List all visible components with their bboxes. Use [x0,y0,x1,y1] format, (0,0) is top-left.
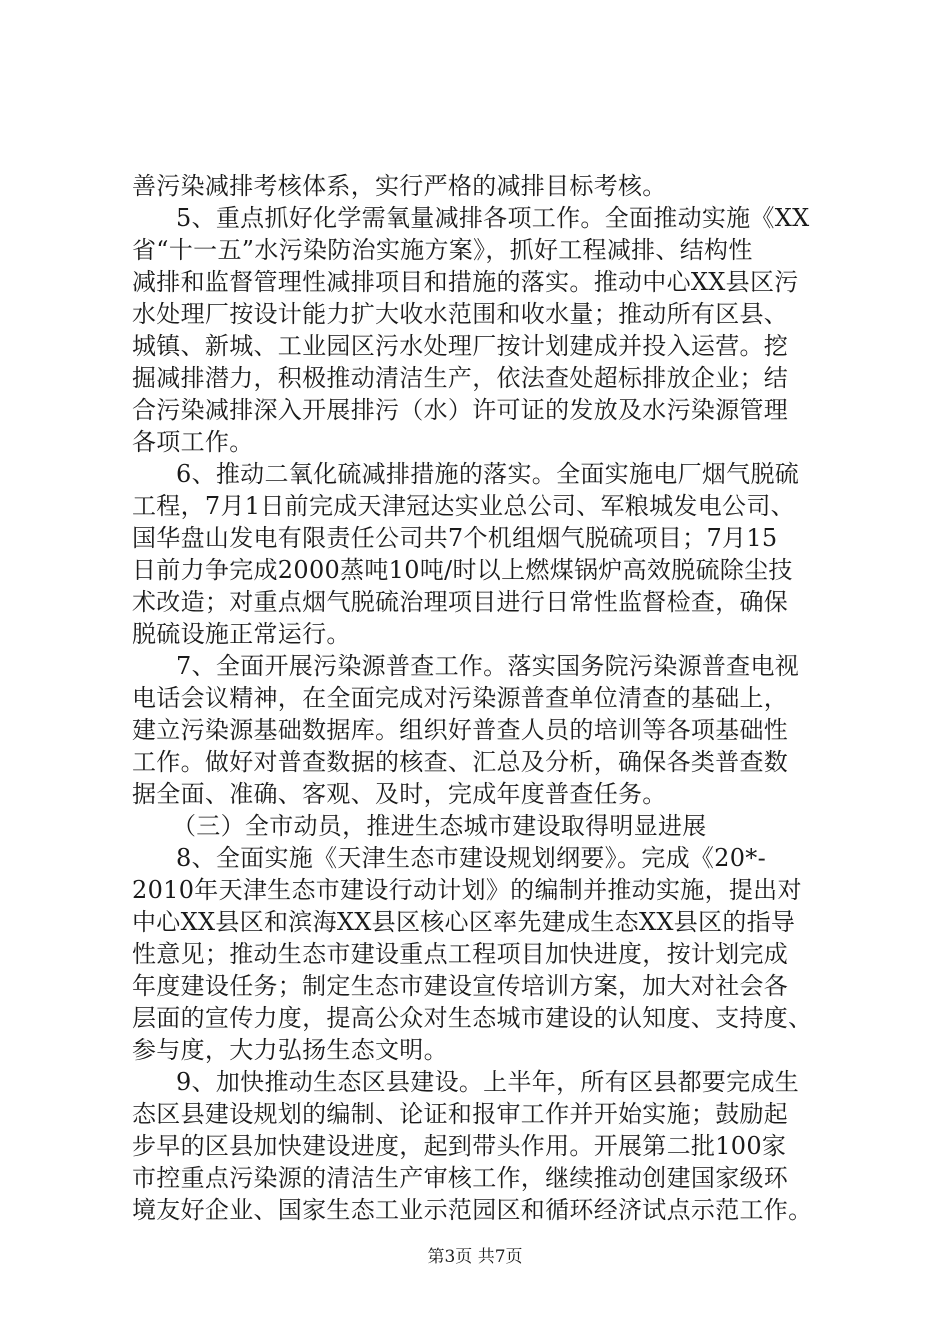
text-line: 各项工作。 [132,428,254,456]
text-line: 态区县建设规划的编制、论证和报审工作并开始实施；鼓励起 [132,1100,789,1128]
text-line: 参与度，大力弘扬生态文明。 [132,1036,448,1064]
text-line: 6、推动二氧化硫减排措施的落实。全面实施电厂烟气脱硫 [176,460,800,488]
text-line: 据全面、准确、客观、及时，完成年度普查任务。 [132,780,667,808]
text-line: 9、加快推动生态区县建设。上半年，所有区县都要完成生 [176,1068,800,1096]
text-line: 水处理厂按设计能力扩大收水范围和收水量；推动所有区县、 [132,300,789,328]
page-number: 第3页 共7页 [427,1247,523,1267]
text-line: 工作。做好对普查数据的核查、汇总及分析，确保各类普查数 [132,748,789,776]
text-line: 工程，7月1日前完成天津冠达实业总公司、军粮城发电公司、 [132,492,795,520]
text-line: 城镇、新城、工业园区污水处理厂按计划建成并投入运营。挖 [132,332,789,360]
text-line: 电话会议精神，在全面完成对污染源普查单位清查的基础上， [132,684,789,712]
document-body [132,170,854,1226]
text-line: 国华盘山发电有限责任公司共7个机组烟气脱硫项目；7月15 [132,524,778,552]
text-line: 7、全面开展污染源普查工作。落实国务院污染源普查电视 [176,652,800,680]
text-line: 2010年天津生态市建设行动计划》的编制并推动实施，提出对 [132,876,802,904]
text-line: 性意见；推动生态市建设重点工程项目加快进度，按计划完成 [132,940,789,968]
text-line: 日前力争完成2000蒸吨10吨/时以上燃煤锅炉高效脱硫除尘技 [132,556,793,584]
text-line: 境友好企业、国家生态工业示范园区和循环经济试点示范工作。 [132,1196,813,1224]
text-line: 8、全面实施《天津生态市建设规划纲要》。完成《20*- [176,844,767,872]
text-line: 层面的宣传力度，提高公众对生态城市建设的认知度、支持度、 [132,1004,813,1032]
text-line: 市控重点污染源的清洁生产审核工作，继续推动创建国家级环 [132,1164,789,1192]
text-line: 步早的区县加快建设进度，起到带头作用。开展第二批100家 [132,1132,787,1160]
text-line: 掘减排潜力，积极推动清洁生产，依法查处超标排放企业；结 [132,364,789,392]
text-line: 建立污染源基础数据库。组织好普查人员的培训等各项基础性 [132,716,789,744]
text-line: 中心XX县区和滨海XX县区核心区率先建成生态XX县区的指导 [132,908,796,936]
text-line: 减排和监督管理性减排项目和措施的落实。推动中心XX县区污 [132,268,799,296]
section-heading: （三）全市动员，推进生态城市建设取得明显进展 [172,812,707,840]
text-line: 省“十一五”水污染防治实施方案》，抓好工程减排、结构性 [132,236,753,264]
text-line: 5、重点抓好化学需氧量减排各项工作。全面推动实施《XX [176,204,810,232]
text-line: 脱硫设施正常运行。 [132,620,351,648]
text-line: 合污染减排深入开展排污（水）许可证的发放及水污染源管理 [132,396,789,424]
text-line: 术改造；对重点烟气脱硫治理项目进行日常性监督检查，确保 [132,588,789,616]
text-line: 善污染减排考核体系，实行严格的减排目标考核。 [132,172,667,200]
text-line: 年度建设任务；制定生态市建设宣传培训方案，加大对社会各 [132,972,789,1000]
